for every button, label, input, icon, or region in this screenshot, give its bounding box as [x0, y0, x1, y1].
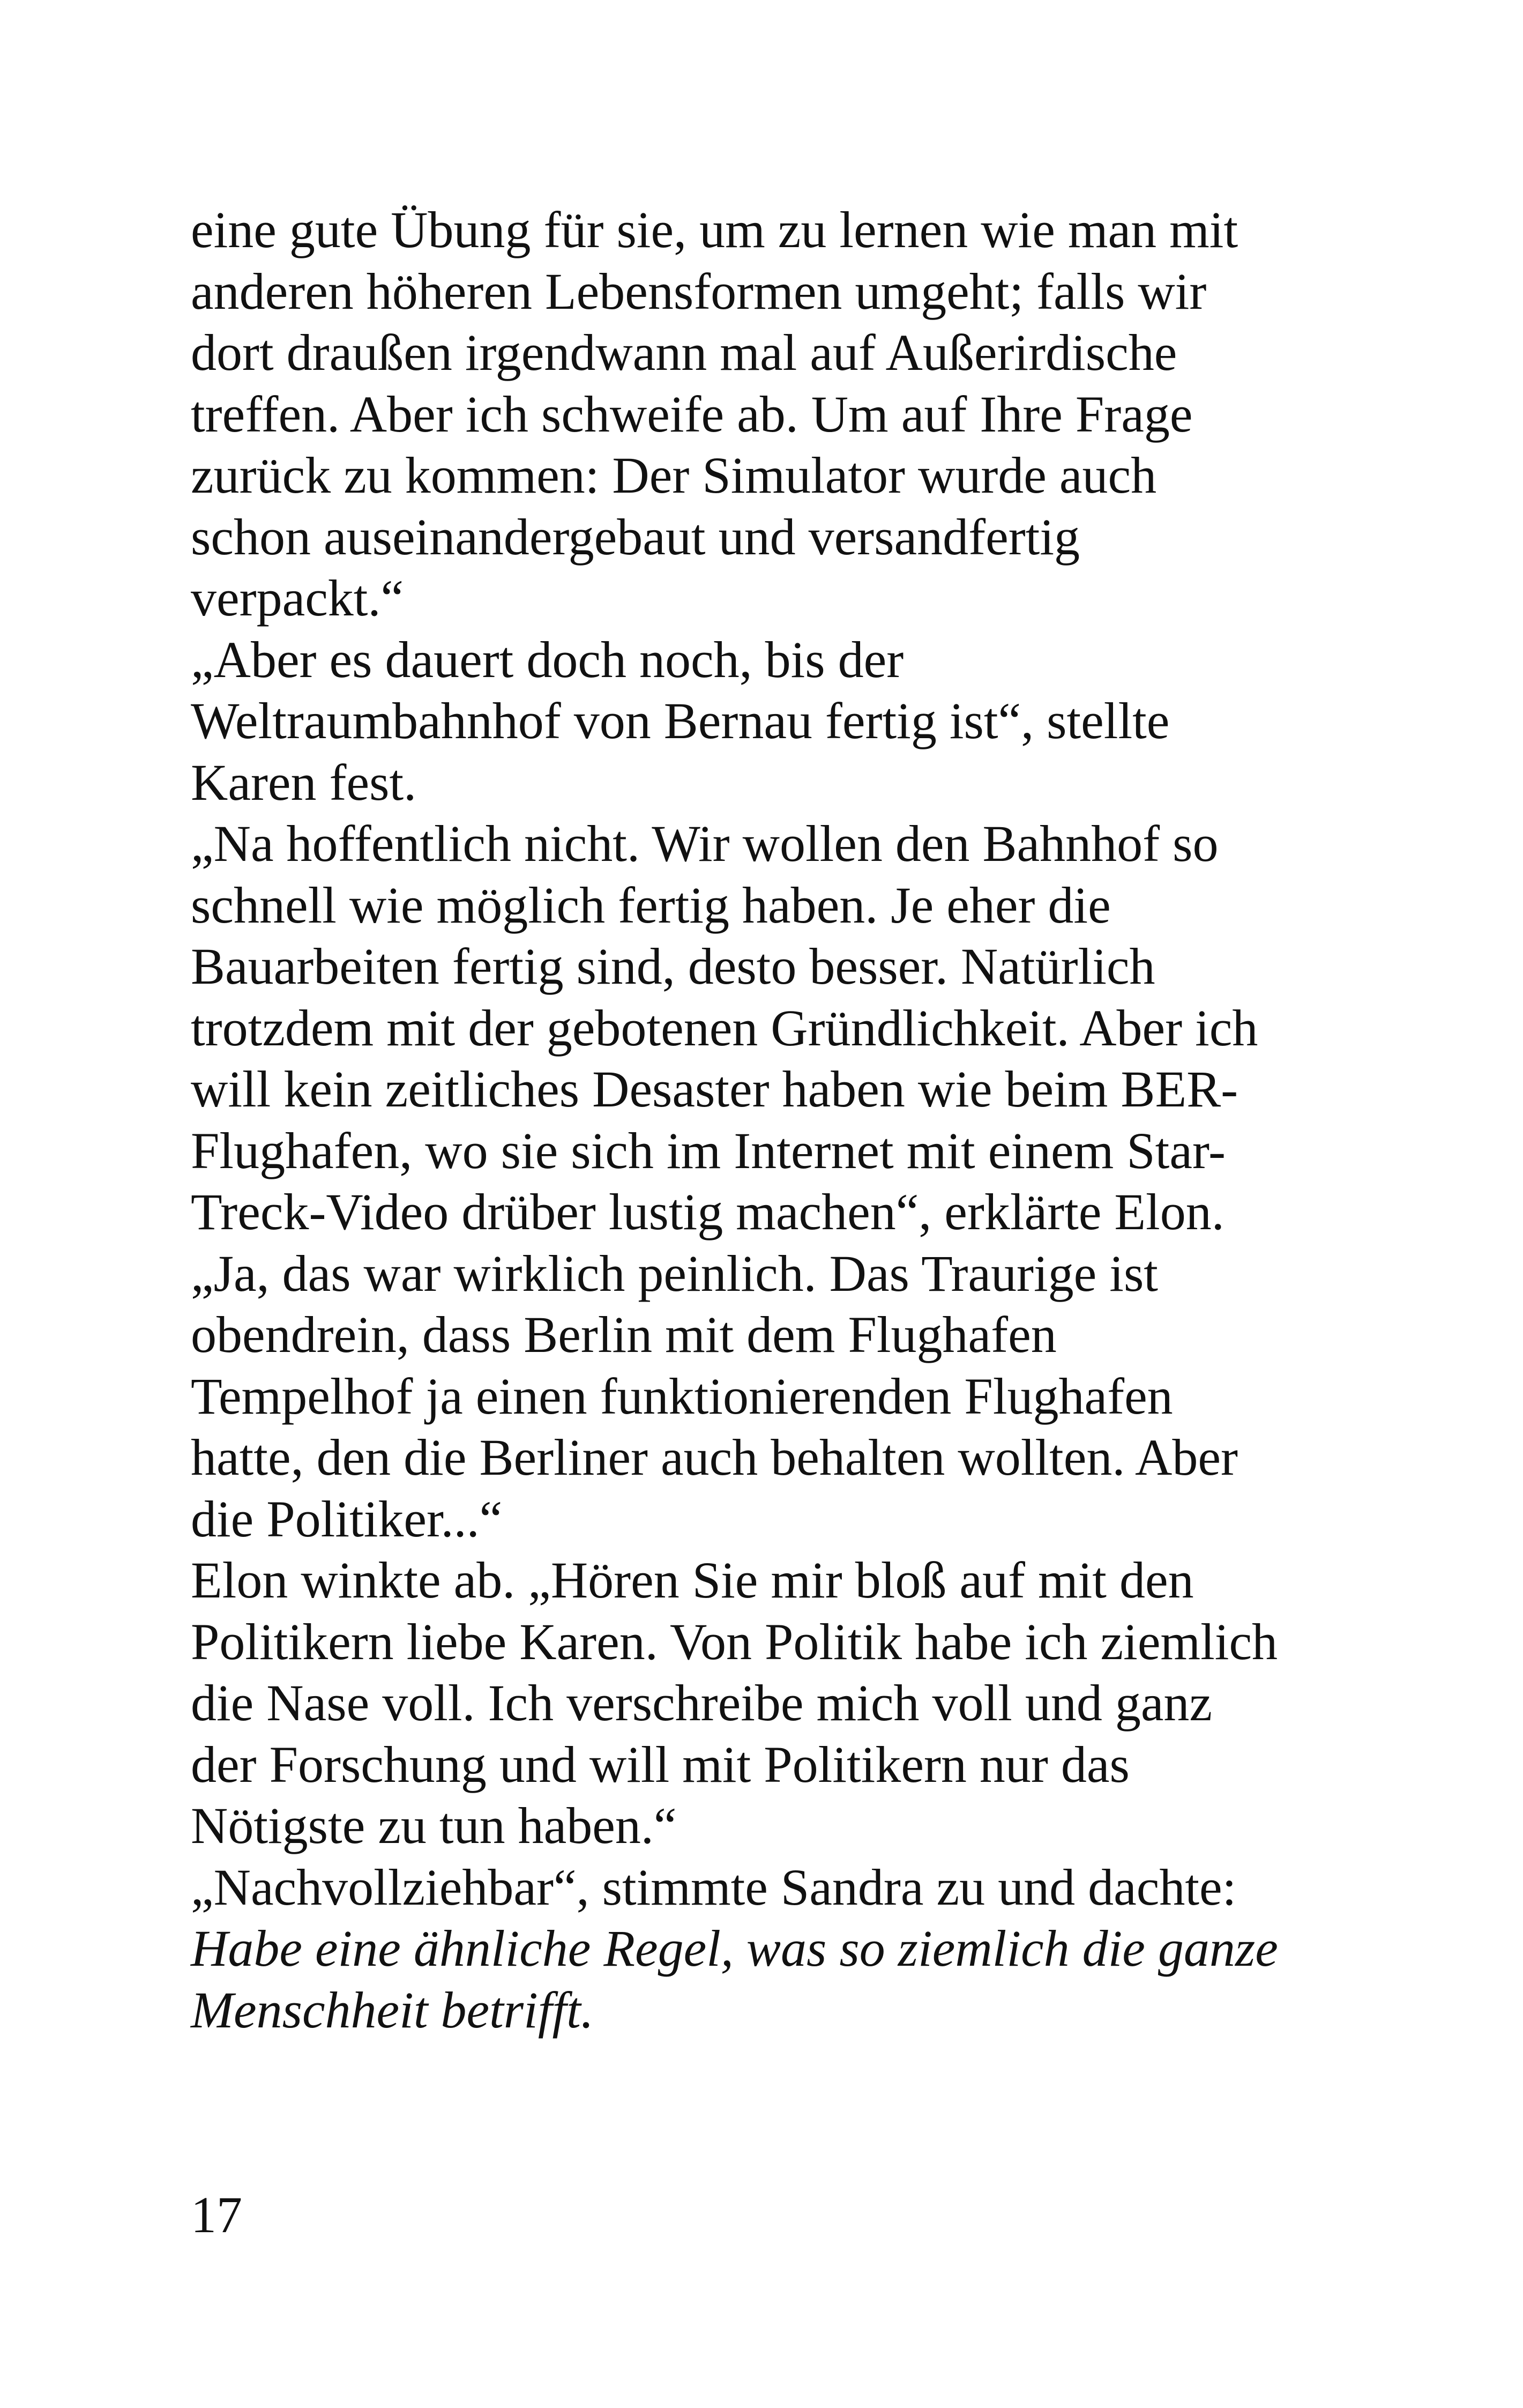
text-line: will kein zeitliches Desaster haben wie beim BER-: [191, 1060, 1238, 1118]
text-line: Flughafen, wo sie sich im Internet mit einem Star-: [191, 1121, 1226, 1179]
italic-thought-line: Habe eine ähnliche Regel, was so ziemlich die ganze: [191, 1920, 1278, 1977]
text-line: verpackt.“: [191, 569, 404, 627]
italic-thought-line: Menschheit betrifft.: [191, 1981, 594, 2039]
text-line: Weltraumbahnhof von Bernau fertig ist“, stellte: [191, 692, 1170, 749]
text-line: hatte, den die Berliner auch behalten wollten. Aber: [191, 1429, 1238, 1486]
text-line: dort draußen irgendwann mal auf Außerirdische: [191, 324, 1177, 381]
text-line: Bauarbeiten fertig sind, desto besser. Natürlich: [191, 938, 1155, 995]
text-line: der Forschung und will mit Politikern nur das: [191, 1735, 1130, 1793]
text-line: schon auseinandergebaut und versandfertig: [191, 508, 1080, 566]
text-line: Karen fest.: [191, 753, 417, 811]
page-number: 17: [191, 2186, 242, 2243]
body-text: [191, 199, 1370, 2041]
text-line: die Nase voll. Ich verschreibe mich voll und ganz: [191, 1674, 1213, 1731]
text-line: Treck-Video drüber lustig machen“, erklärte Elon.: [191, 1183, 1225, 1240]
text-line: trotzdem mit der gebotenen Gründlichkeit. Aber ich: [191, 999, 1258, 1057]
text-line: die Politiker...“: [191, 1490, 503, 1548]
text-line: Tempelhof ja einen funktionierenden Flughafen: [191, 1367, 1173, 1425]
text-line: anderen höheren Lebensformen umgeht; falls wir: [191, 262, 1207, 320]
text-line: eine gute Übung für sie, um zu lernen wie man mit: [191, 201, 1238, 258]
text-line: schnell wie möglich fertig haben. Je eher die: [191, 876, 1111, 934]
text-line: „Na hoffentlich nicht. Wir wollen den Bahnhof so: [191, 815, 1219, 872]
text-line: „Aber es dauert doch noch, bis der: [191, 630, 904, 688]
text-line: treffen. Aber ich schweife ab. Um auf Ihre Frage: [191, 385, 1193, 443]
text-line: obendrein, dass Berlin mit dem Flughafen: [191, 1306, 1057, 1363]
text-line: Elon winkte ab. „Hören Sie mir bloß auf mit den: [191, 1551, 1194, 1609]
text-line: zurück zu kommen: Der Simulator wurde auch: [191, 447, 1157, 504]
text-line: „Nachvollziehbar“, stimmte Sandra zu und dachte:: [191, 1858, 1237, 1916]
text-line: Politikern liebe Karen. Von Politik habe ich ziemlich: [191, 1612, 1278, 1670]
text-line: „Ja, das war wirklich peinlich. Das Traurige ist: [191, 1244, 1158, 1302]
text-line: Nötigste zu tun haben.“: [191, 1797, 677, 1854]
